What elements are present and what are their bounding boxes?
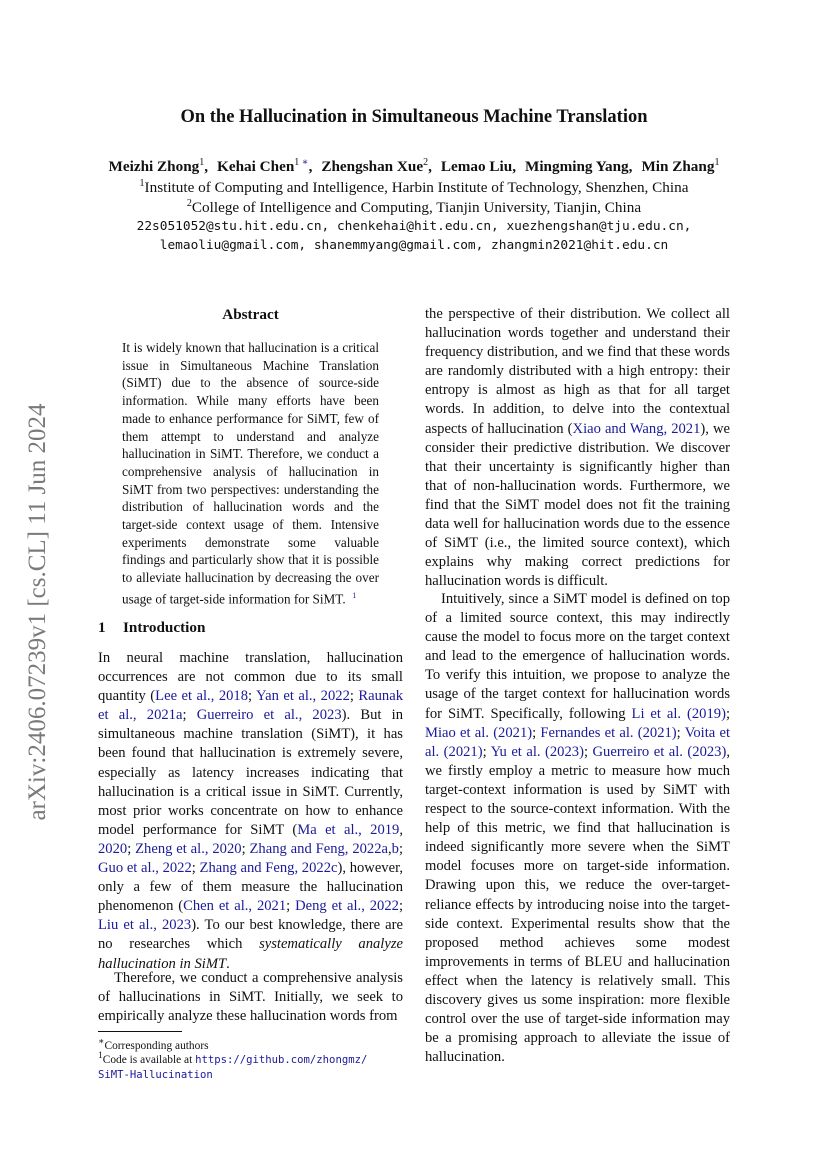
citation-link[interactable]: Lee et al., 2018 (155, 688, 249, 705)
body-text: the perspective of their distribution. We collect all hallucination words together and understand their frequency distribution, and we find that these words are randomly distributed with a high entropy: their entropy is almost as high as that for all target words. In addition, to delve into the contextual aspects of hallucination ( (425, 306, 730, 437)
email-line-2: lemaoliu@gmail.com, shanemmyang@gmail.com, zhangmin2021@hit.edu.cn (159, 238, 669, 253)
code-link[interactable]: https://github.com/zhongmz/ (195, 1053, 368, 1066)
body-text: ; (241, 840, 250, 857)
body-text: , we firstly employ a metric to measure how much target-context information is used by SiMT with respect to the source-context information. With the help of this metric, we find that hallucination is indeed significantly more severe when the SiMT model focuses more on target-side information. Drawing upon this, we reduce the over-target-reliance effects by introducing noise into the target-side context. Experimental results show that the proposed method achieves some modest improvements in terms of BLEU and hallucination effect when the latency is relatively small. This discovery gives us some inspiration: more flexible control over the use of target-side information may be a promising approach to alleviate the issue of hallucination. (425, 743, 730, 1066)
body-text: , (388, 840, 392, 857)
footnote-corresponding-text: Corresponding authors (104, 1039, 209, 1052)
citation-link[interactable]: Chen et al., 2021 (183, 898, 287, 915)
affiliation-2-mark: 2 (186, 198, 192, 209)
citation-link[interactable]: Ma et al., 2019 (297, 821, 400, 838)
arxiv-identifier: arXiv:2406.07239v1 [cs.CL] 11 Jun 2024 (24, 403, 51, 821)
intro-paragraph-1 (98, 649, 403, 974)
code-link-continued[interactable]: SiMT-Hallucination (98, 1068, 213, 1081)
body-text: ; (398, 898, 403, 915)
intro-paragraph-2 (98, 969, 403, 1026)
citation-link[interactable]: Fernandes et al. (2021) (540, 724, 677, 741)
body-text: ; (725, 705, 730, 722)
abstract-body: It is widely known that hallucination is a critical issue in Simultaneous Machine Translation (SiMT) due to the absence of source-side information. While many efforts have been made to enhance performance for SiMT, few of them attempt to understand and analyze hallucination in SiMT. Therefore, we conduct a comprehensive analysis of hallucination in SiMT from two perspectives: understanding the distribution of hallucination words and the target-side context usage of them. Intensive experiments demonstrate some valuable findings and particularly show that it is possible to alleviate hallucination by decreasing the over usage of target-side information for SiMT. (122, 340, 379, 607)
paper-title: On the Hallucination in Simultaneous Machine Translation (180, 107, 648, 127)
citation-link[interactable]: Guerreiro et al. (2023) (592, 743, 727, 760)
author-affiliation-mark: 1 (294, 157, 300, 168)
citation-link[interactable]: Miao et al. (2021) (425, 724, 533, 741)
affiliation-2 (0, 198, 828, 217)
citation-link[interactable]: Li et al. (2019) (631, 705, 726, 722)
author-name: Mingming Yang (524, 158, 629, 176)
affiliation-1 (0, 178, 828, 197)
citation-link[interactable]: b (391, 840, 399, 857)
body-text: ; (127, 840, 136, 857)
author-name: Meizhi Zhong (108, 158, 200, 176)
section-heading-introduction (98, 619, 205, 637)
citation-link[interactable]: Xiao and Wang, 2021 (572, 420, 701, 437)
citation-link[interactable]: Voita et al. (2021) (425, 724, 731, 760)
body-text: ; (182, 707, 197, 724)
author-affiliation-mark: 1 (714, 157, 720, 168)
citation-link[interactable]: Liu et al., 2023 (98, 917, 192, 934)
email-line-1: 22s051052@stu.hit.edu.cn, chenkehai@hit.edu.cn, xuezhengshan@tju.edu.cn, (136, 219, 692, 234)
body-text: ; (248, 688, 257, 705)
affiliation-2-text: College of Intelligence and Computing, Tianjin University, Tianjin, China (191, 199, 642, 217)
body-text: ), we consider their predictive distribution. We discover that their uncertainty is significantly higher than that of non-hallucination words. Furthermore, we find that the SiMT model does not fit the training data well for hallucination words due to the essence of SiMT (i.e., the limited source context), which explains why making correct predictions for hallucination words is difficult. (425, 420, 730, 590)
citation-link[interactable]: Yu et al. (2023) (490, 743, 584, 760)
citation-link[interactable]: Zhang and Feng, 2022c (199, 860, 338, 877)
footnote-code (98, 1049, 403, 1083)
body-text: ; (191, 860, 200, 877)
affiliation-1-mark: 1 (139, 178, 145, 189)
body-text: ). To our best knowledge, there are no researches which (98, 917, 403, 953)
body-text: Intuitively, since a SiMT model is defined on top of a limited source context, this may indirectly cause the model to focus more on the target context and lead to the emergence of hallucination words. To verify this intuition, we propose to analyze the usage of the target context for hallucination words for SiMT. Specifically, following (425, 591, 730, 722)
body-text: In neural machine translation, hallucination occurrences are not common due to its small quantity ( (98, 650, 403, 705)
right-paragraph-2 (425, 590, 730, 1067)
body-text: , (399, 821, 403, 838)
footnote-code-mark: 1 (98, 1051, 103, 1061)
footnote-code-text: Code is available at (102, 1053, 196, 1066)
body-text: ; (482, 743, 491, 760)
abstract-heading: Abstract (222, 306, 279, 323)
footnote-rule (98, 1031, 182, 1032)
author-name: Min Zhang (641, 158, 715, 176)
author-affiliation-mark: 1 (199, 157, 205, 168)
body-text: ), however, only a few of them measure the hallucination phenomenon ( (98, 860, 403, 915)
author-name: Kehai Chen (217, 158, 295, 176)
body-text: ; (398, 840, 404, 857)
section-number: 1 (98, 619, 106, 636)
emphasized-text: systematically analyze hallucination in SiMT (98, 936, 403, 972)
abstract-text (122, 339, 379, 608)
citation-link[interactable]: 2020 (98, 840, 128, 857)
section-title: Introduction (123, 619, 206, 636)
body-text: ; (349, 688, 359, 705)
citation-link[interactable]: Yan et al., 2022 (256, 688, 350, 705)
affiliation-1-text: Institute of Computing and Intelligence, Harbin Institute of Technology, Shenzhen, China (144, 179, 689, 197)
citation-link[interactable]: Deng et al., 2022 (295, 898, 399, 915)
author-name: Zhengshan Xue (321, 158, 424, 176)
corresponding-author-mark[interactable]: ∗ (299, 157, 309, 168)
body-text: Therefore, we conduct a comprehensive analysis of hallucinations in SiMT. Initially, we seek to empirically analyze these hallucination words from (98, 970, 403, 1025)
body-text: ; (532, 724, 541, 741)
body-text: ). But in simultaneous machine translation (SiMT), it has been found that hallucination is extremely severe, especially as latency increases indicating that hallucination is a critical issue in SiMT. Currently, most prior works concentrate on how to enhance model performance for SiMT ( (98, 707, 403, 838)
author-name: Lemao Liu (440, 158, 513, 176)
citation-link[interactable]: Guo et al., 2022 (98, 860, 192, 877)
citation-link[interactable]: Guerreiro et al., 2023 (196, 707, 342, 724)
right-paragraph-1 (425, 305, 730, 591)
citation-link[interactable]: Zhang and Feng, 2022a (249, 840, 388, 857)
citation-link[interactable]: Zheng et al., 2020 (135, 840, 242, 857)
body-text: ; (676, 724, 685, 741)
body-text: . (226, 955, 230, 972)
body-text: ; (583, 743, 593, 760)
body-text: ; (286, 898, 296, 915)
author-affiliation-mark: 2 (423, 157, 429, 168)
author-list: Meizhi Zhong$^1$, Kehai Chen$^1$ ∗, Zhengshan Xue$^2$, Lemao Liu, Mingming Yang, Min Zhang$^1$ (108, 157, 720, 176)
abstract-footnote-mark[interactable]: 1 (352, 590, 357, 600)
citation-link[interactable]: Raunak et al., 2021a (98, 688, 403, 724)
footnote-star: ∗ (98, 1037, 105, 1047)
